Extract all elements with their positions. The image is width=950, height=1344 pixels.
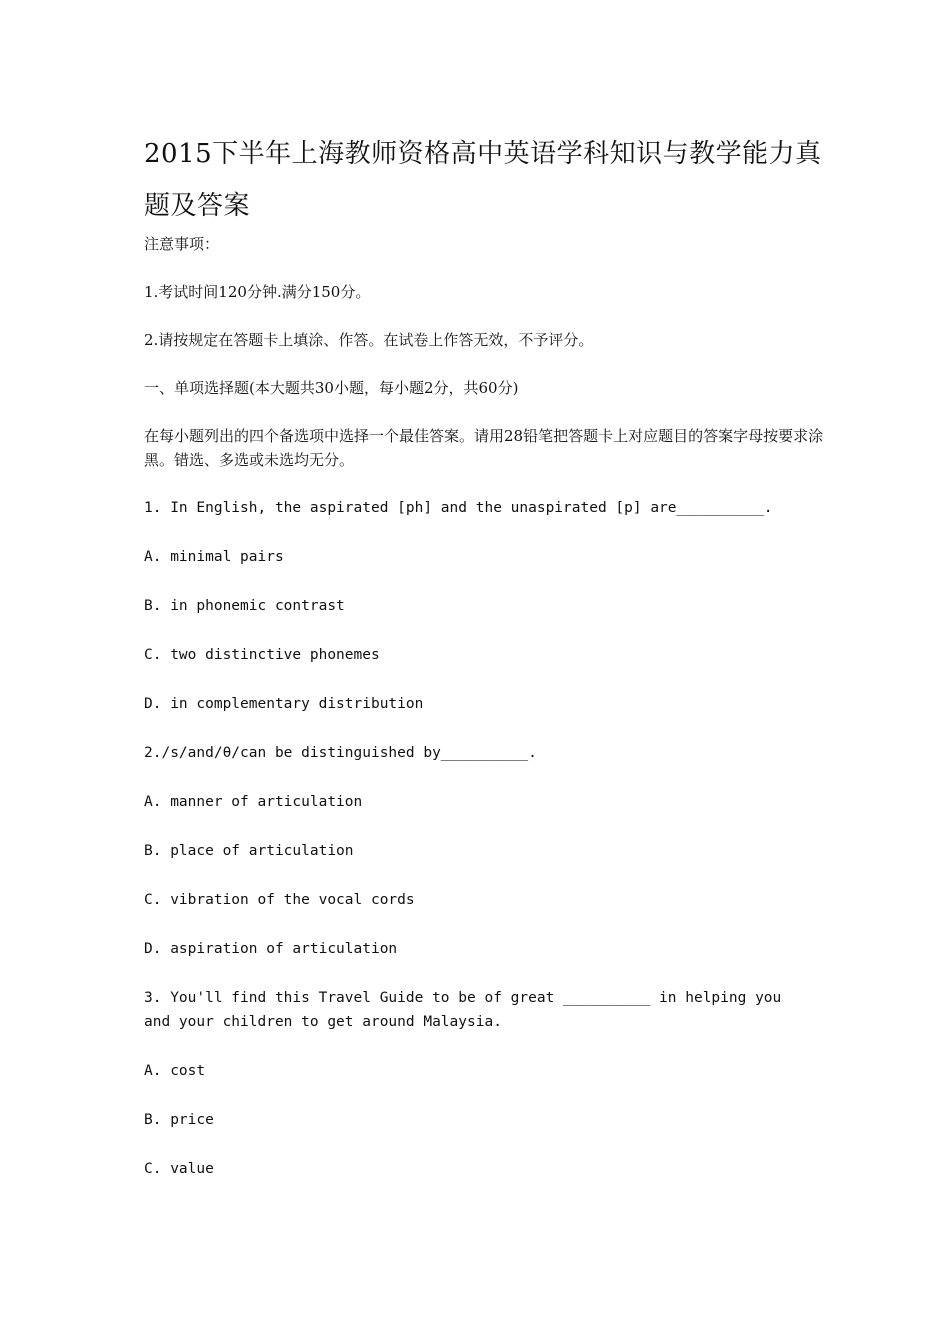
question-3-stem: 3. You'll find this Travel Guide to be of great __________ in helping you and your children to get around Malaysia.: [144, 990, 791, 1030]
question-2-option-c: C. vibration of the vocal cords: [144, 892, 415, 908]
question-2-stem: 2./s/and/θ/can be distinguished by__________.: [144, 745, 537, 761]
question-1-option-d: D. in complementary distribution: [144, 696, 424, 712]
question-2-option-a: A. manner of articulation: [144, 794, 363, 810]
question-3-option-a: A. cost: [144, 1063, 206, 1079]
question-1-option-a: A. minimal pairs: [144, 549, 284, 565]
document-page: [144, 128, 824, 1181]
question-1-option-b: B. in phonemic contrast: [144, 598, 345, 614]
section-heading: 一、单项选择题(本大题共30小题，每小题2分，共60分): [144, 379, 519, 397]
notice-heading: 注意事项：: [144, 235, 220, 253]
question-2-option-b: B. place of articulation: [144, 843, 354, 859]
question-1-option-c: C. two distinctive phonemes: [144, 647, 380, 663]
document-title: 2015下半年上海教师资格高中英语学科知识与教学能力真题及答案: [144, 139, 822, 221]
section-instruction: 在每小题列出的四个备选项中选择一个最佳答案。请用28铅笔把答题卡上对应题目的答案字母按要求涂黑。错选、多选或未选均无分。: [144, 427, 824, 469]
notice-item-1: 1.考试时间120分钟.满分150分。: [144, 283, 371, 301]
question-3-option-b: B. price: [144, 1112, 214, 1128]
notice-item-2: 2.请按规定在答题卡上填涂、作答。在试卷上作答无效，不予评分。: [144, 331, 594, 349]
question-1-stem: 1. In English, the aspirated [ph] and the unaspirated [p] are__________.: [144, 500, 773, 516]
question-3-option-c: C. value: [144, 1161, 214, 1177]
question-2-option-d: D. aspiration of articulation: [144, 941, 398, 957]
